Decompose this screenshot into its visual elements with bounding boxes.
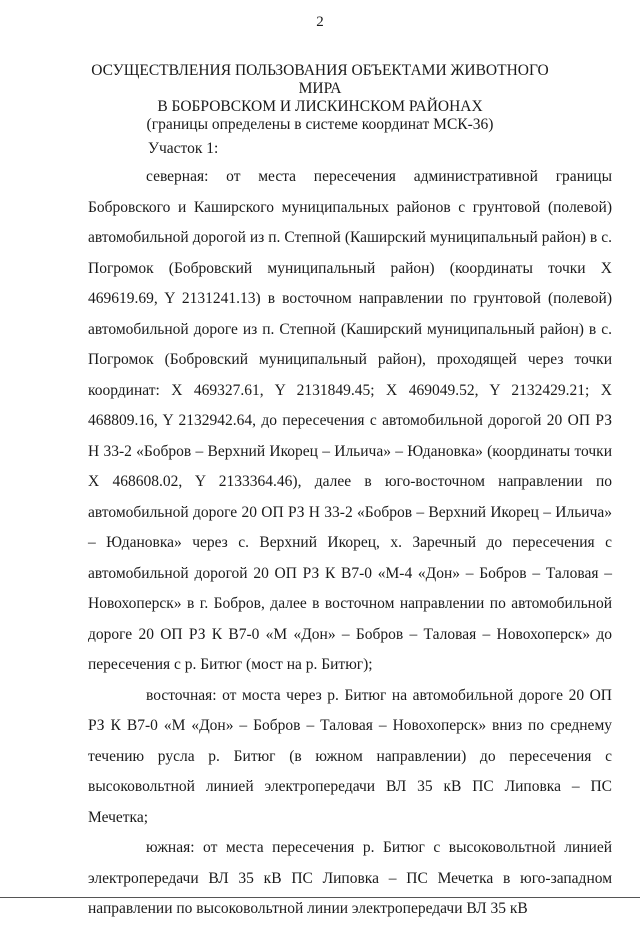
paragraph-north: северная: от места пересечения административной границы Бобровского и Каширского муниципальных районов с грунтовой (полевой) автомобильной дорогой из п. Степной (Каширский муниципальный район) в с. Погромок (Бобровский муниципальный район) (координаты точки X 469619.69, Y 2131241.13) в восточном направлении по грунтовой (полевой) автомобильной дороге из п. Степной (Каширский муниципальный район) в с. Погромок (Бобровский муниципальный район), проходящей через точки координат: X 469327.61, Y 2131849.45; X 469049.52, Y 2132429.21; X 468809.16, Y 2132942.64, до пересечения с автомобильной дорогой 20 ОП РЗ Н 33-2 «Бобров – Верхний Икорец – Ильича» – Юдановка» (координаты точки X 468608.02, Y 2133364.46), далее в юго-восточном направлении по автомобильной дороге 20 ОП РЗ Н 33-2 «Бобров – Верхний Икорец – Ильича» – Юдановка» через с. Верхний Икорец, х. Заречный до пересечения с автомобильной дорогой 20 ОП РЗ К В7-0 «М-4 «Дон» – Бобров – Таловая – Новохоперск» в г. Бобров, далее в восточном направлении по автомобильной дороге 20 ОП РЗ К В7-0 «М «Дон» – Бобров – Таловая – Новохоперск» до пересечения с р. Битюг (мост на р. Битюг); xyxy=(88,168,612,673)
bottom-divider xyxy=(0,897,640,898)
section-heading: Участок 1: xyxy=(148,140,219,157)
title-line-1: ОСУЩЕСТВЛЕНИЯ ПОЛЬЗОВАНИЯ ОБЪЕКТАМИ ЖИВОТНОГО МИРА xyxy=(91,62,549,97)
paragraph-east: восточная: от моста через р. Битюг на автомобильной дороге 20 ОП РЗ К В7-0 «М «Дон» – Бобров – Таловая – Новохоперск» вниз по среднему течению русла р. Битюг (в южном направлении) до пересечения с высоковольтной линией электропередачи ВЛ 35 кВ ПС Липовка – ПС Мечетка; xyxy=(88,686,612,826)
body-text xyxy=(88,162,612,925)
page-number: 2 xyxy=(316,14,324,30)
paragraph-south: южная: от места пересечения р. Битюг с высоковольтной линией электропередачи ВЛ 35 кВ ПС Липовка – ПС Мечетка в юго-западном направлении по высоковольтной линии электропередачи ВЛ 35 кВ xyxy=(88,839,612,917)
title-line-3: (границы определены в системе координат МСК-36) xyxy=(146,116,494,133)
title-line-2: В БОБРОВСКОМ И ЛИСКИНСКОМ РАЙОНАХ xyxy=(157,98,483,115)
document-title xyxy=(90,62,550,134)
